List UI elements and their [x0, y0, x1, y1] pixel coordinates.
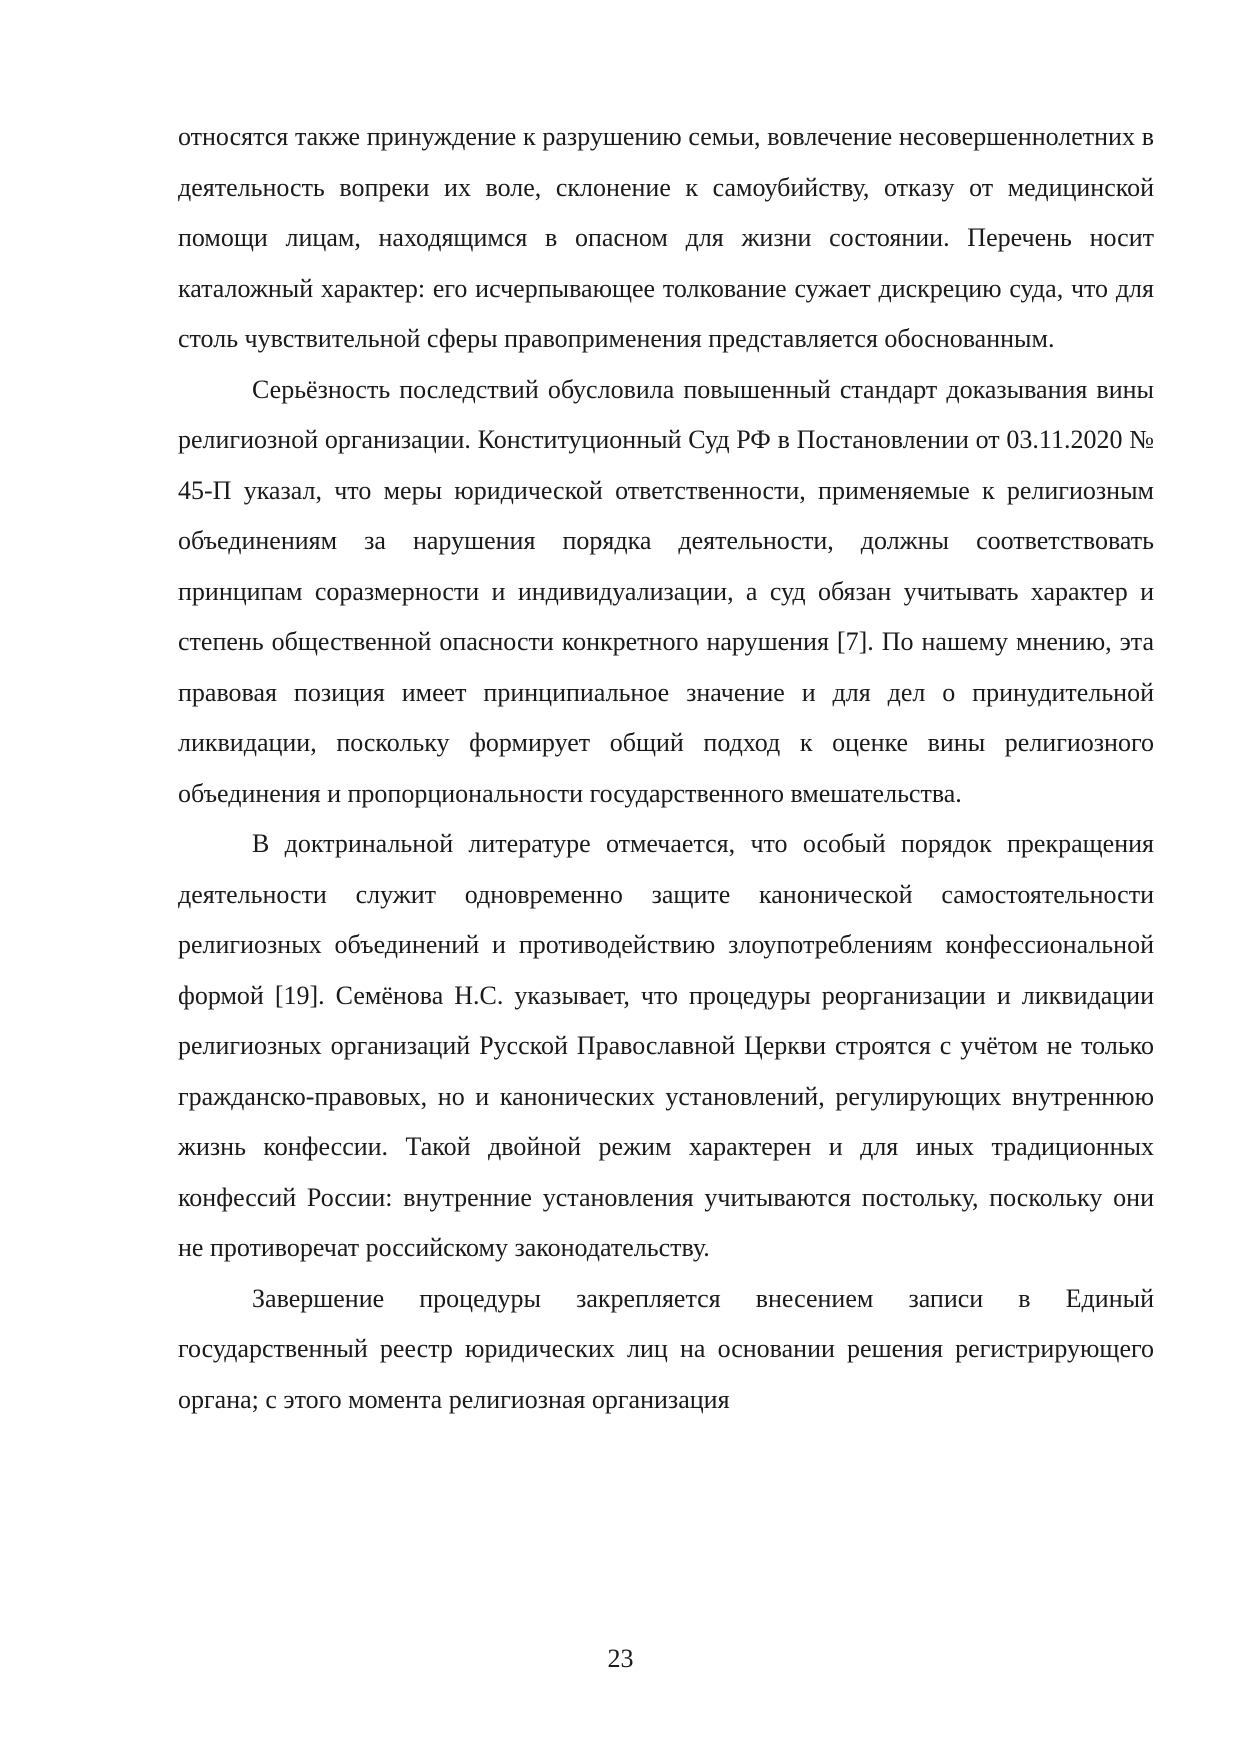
body-text	[178, 112, 1154, 1425]
paragraph-4: Завершение процедуры закрепляется внесением записи в Единый государственный реестр юридических лиц на основании решения регистрирующего органа; с этого момента религиозная организация	[178, 1283, 1154, 1414]
paragraph-1: относятся также принуждение к разрушению семьи, вовлечение несовершеннолетних в деятельность вопреки их воле, склонение к самоубийству, отказу от медицинской помощи лицам, находящимся в опасном для жизни состоянии. Перечень носит каталожный характер: его исчерпывающее толкование сужает дискрецию суда, что для столь чувствительной сферы правоприменения представляется обоснованным.	[178, 122, 1154, 353]
paragraph-3: В доктринальной литературе отмечается, что особый порядок прекращения деятельности служит одновременно защите канонической самостоятельности религиозных объединений и противодействию злоупотреблениям конфессиональной формой [19]. Семёнова Н.С. указывает, что процедуры реорганизации и ликвидации религиозных организаций Русской Православной Церкви строятся с учётом не только гражданско-правовых, но и канонических установлений, регулирующих внутреннюю жизнь конфессии. Такой двойной режим характерен и для иных традиционных конфессий России: внутренние установления учитываются постольку, поскольку они не противоречат российскому законодательству.	[178, 829, 1154, 1262]
page-number: 23	[607, 1644, 634, 1673]
paragraph-2: Серьёзность последствий обусловила повышенный стандарт доказывания вины религиозной организации. Конституционный Суд РФ в Постановлении от 03.11.2020 № 45-П указал, что меры юридической ответственности, применяемые к религиозным объединениям за нарушения порядка деятельности, должны соответствовать принципам соразмерности и индивидуализации, а суд обязан учитывать характер и степень общественной опасности конкретного нарушения [7]. По нашему мнению, эта правовая позиция имеет принципиальное значение и для дел о принудительной ликвидации, поскольку формирует общий подход к оценке вины религиозного объединения и пропорциональности государственного вмешательства.	[178, 374, 1154, 808]
